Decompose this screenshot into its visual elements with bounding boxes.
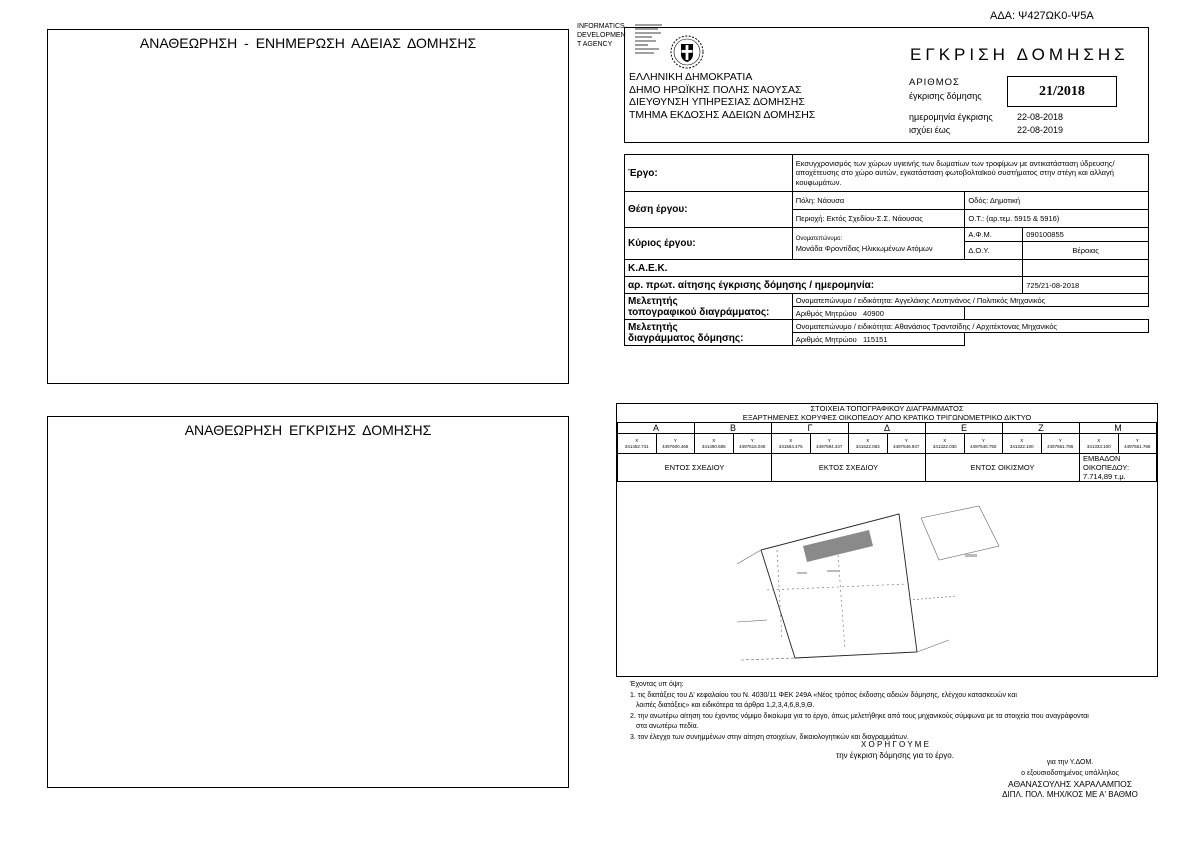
inside-settlement-cell: ΕΝΤΟΣ ΟΙΚΙΣΜΟΥ (926, 454, 1080, 482)
valid-until-date: 22-08-2019 (1017, 125, 1064, 135)
vertex-header: Α (618, 423, 695, 434)
coord-label: Χ (1020, 437, 1024, 443)
signer-name: ΑΘΑΝΑΣΟΥΛΗΣ ΧΑΡΑΛΑΜΠΟΣ (1008, 779, 1132, 789)
topo-engineer-label-line: Μελετητής (628, 295, 678, 307)
area-cell (1080, 454, 1157, 482)
coord-value: 341452.741 (624, 443, 649, 449)
registry-number: 40900 (863, 308, 884, 318)
topo-engineer-name: Ονοματεπώνυμο / ειδικότητα: Αγγελάκης Λευτηνάνος / Πολιτικός Μηχανικός (792, 294, 1148, 307)
location-label: Θέση έργου: (625, 192, 793, 228)
revision-update-title: ΑΝΑΘΕΩΡΗΣΗ - ΕΝΗΜΕΡΩΣΗ ΑΔΕΙΑΣ ΔΟΜΗΣΗΣ (139, 35, 477, 51)
table-row (625, 294, 1149, 307)
coordinate-cell (733, 434, 772, 454)
table-row (618, 423, 1157, 434)
vertex-header: Μ (1080, 423, 1157, 434)
afm-value: 090100855 (1023, 228, 1149, 242)
table-row (625, 277, 1149, 294)
empty-cell (965, 333, 1149, 346)
kaek-label: Κ.Α.Ε.Κ. (625, 260, 1023, 277)
coord-value: 341564.475 (778, 443, 803, 449)
table-row (625, 320, 1149, 333)
building-engineer-label-line: Μελετητής (628, 321, 678, 333)
revision-approval-panel (47, 416, 569, 788)
empty-cell (965, 307, 1149, 320)
owner-label: Κύριος έργου: (625, 228, 793, 260)
agency-stamp-line: DEVELOPMEN (577, 32, 626, 39)
application-value: 725/21-08-2018 (1023, 277, 1149, 294)
header-box (624, 27, 1149, 143)
street-field: Οδός: Δημοτική (965, 192, 1149, 210)
coord-value: 341490.665 (701, 443, 726, 449)
coord-label: Υ (904, 437, 908, 443)
authority-line: ΔΗΜΟ ΗΡΩΪΚΗΣ ΠΟΛΗΣ ΝΑΟΥΣΑΣ (629, 83, 802, 96)
coordinate-cell (1080, 434, 1119, 454)
note-line: 3. τον έλεγχο των συνημμένων στην αίτηση στοιχείων, δικαιολογητικών και διαγραμμάτων. (630, 733, 909, 741)
coordinate-cell (772, 434, 811, 454)
coordinate-cell (1003, 434, 1042, 454)
coord-label: Χ (789, 437, 793, 443)
authority-line: ΤΜΗΜΑ ΕΚΔΟΣΗΣ ΑΔΕΙΩΝ ΔΟΜΗΣΗΣ (629, 108, 816, 121)
coord-value: 341322.030 (932, 443, 957, 449)
table-row (618, 454, 1157, 482)
coord-label: Υ (827, 437, 831, 443)
vertex-header: Ε (926, 423, 1003, 434)
approval-date: 22-08-2018 (1017, 112, 1064, 122)
coordinate-cell (810, 434, 849, 454)
topo-engineer-label (625, 294, 793, 320)
coord-label: Υ (750, 437, 754, 443)
building-engineer-registry (792, 333, 965, 346)
building-engineer-label-line: διαγράμματος δόμησης: (628, 332, 744, 344)
topo-engineer-label-line: τοπογραφικού διαγράμματος: (628, 306, 770, 318)
table-row (625, 192, 1149, 210)
coordinate-cell (926, 434, 965, 454)
coord-label: Χ (1097, 437, 1101, 443)
block-field: Ο.Τ.: (αρ.τεμ. 5915 & 5916) (965, 210, 1149, 228)
coord-value: 4497561.785 (1047, 443, 1074, 449)
project-details-table (624, 154, 1149, 346)
table-row (625, 228, 1149, 242)
greek-coat-of-arms-icon (669, 34, 705, 70)
tax-office-label: Δ.Ο.Υ. (965, 242, 1023, 260)
number-label: ΑΡΙΘΜΟΣ (909, 77, 960, 88)
coordinate-cell (964, 434, 1003, 454)
coord-value: 341322.100 (1009, 443, 1034, 449)
coordinate-cell (1041, 434, 1080, 454)
approval-number: 21/2018 (1007, 76, 1117, 107)
coord-label: Χ (635, 437, 639, 443)
registry-label: Αριθμός Μητρώου (795, 308, 857, 318)
coord-value: 4497594.347 (816, 443, 843, 449)
authority-block (629, 71, 815, 121)
building-engineer-name: Ονοματεπώνυμο / ειδικότητα: Αθανάσιος Τραντσίδης / Αρχιτέκτονας Μηχανικός (792, 320, 1148, 333)
coord-label: Χ (712, 437, 716, 443)
table-row (625, 260, 1149, 277)
coord-value: 4497546.947 (893, 443, 920, 449)
coord-label: Χ (866, 437, 870, 443)
afm-label: Α.Φ.Μ. (965, 228, 1023, 242)
project-description: Εκσυγχρονισμός των χώρων υγιεινής των δωματίων των τροφίμων με αντικατάσταση ύδρευσης/αποχέτευσης στο χώρο αυτών, εγκατάσταση φωτοβολταϊκού συστήματος στην στέγη και αλλαγή κουφωμάτων. (792, 155, 1148, 192)
signer-title: ΔΙΠΛ. ΠΟΛ. ΜΗΧ/ΚΟΣ ΜΕ Α' ΒΑΘΜΟ (1002, 789, 1138, 799)
building-engineer-label (625, 320, 793, 346)
vertex-header: Γ (772, 423, 849, 434)
coord-value: 4497561.786 (1124, 443, 1151, 449)
number-sublabel: έγκρισης δόμησης (909, 91, 982, 101)
area-value: 7.714,89 τ.μ. (1083, 472, 1126, 481)
vertex-header: Δ (849, 423, 926, 434)
authority-line: ΕΛΛΗΝΙΚΗ ΔΗΜΟΚΡΑΤΙΑ (629, 71, 753, 83)
notes-block (630, 680, 1170, 743)
coordinate-cell (1118, 434, 1157, 454)
owner-name: Μονάδα Φροντίδας Ηλικιωμένων Ατόμων (795, 243, 933, 253)
coordinate-cell (618, 434, 657, 454)
note-line: 1. τις διατάξεις του Δ' κεφαλαίου του Ν. 4030/11 ΦΕΚ 249Α «Νέος τρόπος έκδοσης αδειών δόμησης, ελέγχου κατασκευών και (630, 691, 1017, 699)
note-line: στα ανωτέρω πεδία. (636, 723, 699, 730)
project-label: Έργο: (625, 155, 793, 192)
tax-office-value: Βέροιας (1023, 242, 1149, 260)
registry-number: 115151 (863, 334, 888, 344)
authority-line: ΔΙΕΥΘΥΝΣΗ ΥΠΗΡΕΣΙΑΣ ΔΟΜΗΣΗΣ (629, 96, 805, 108)
coord-value: 341333.100 (1086, 443, 1111, 449)
coord-label: Υ (1058, 437, 1062, 443)
agency-stamp-line: INFORMATICS (577, 23, 625, 30)
topo-title-line: ΣΤΟΙΧΕΙΑ ΤΟΠΟΓΡΑΦΙΚΟΥ ΔΙΑΓΡΑΜΜΑΤΟΣ (810, 404, 964, 413)
coord-label: Υ (1135, 437, 1139, 443)
coordinate-cell (849, 434, 888, 454)
revision-approval-title: ΑΝΑΘΕΩΡΗΣΗ ΕΓΚΡΙΣΗΣ ΔΟΜΗΣΗΣ (184, 422, 432, 438)
agency-stamp-line: T AGENCY (577, 41, 613, 48)
signature-line: για την Υ.ΔΟΜ. (1046, 759, 1094, 766)
registry-label: Αριθμός Μητρώου (795, 334, 857, 344)
area-label: ΕΜΒΑΔΟΝ ΟΙΚΟΠΕΔΟΥ: (1083, 454, 1130, 472)
kaek-value (1023, 260, 1149, 277)
outside-plan-cell: ΕΚΤΟΣ ΣΧΕΔΙΟΥ (772, 454, 926, 482)
application-label: αρ. πρωτ. αίτησης έγκρισης δόμησης / ημερομηνία: (625, 277, 1023, 294)
table-row (625, 155, 1149, 192)
coordinate-cell (656, 434, 695, 454)
vertices-table (617, 422, 1157, 482)
plot-drawing (737, 500, 1027, 670)
topo-engineer-registry (792, 307, 965, 320)
table-row (618, 434, 1157, 454)
signature-line: ο εξουσιοδοτημένος υπάλληλος (1021, 769, 1119, 777)
inside-plan-cell: ΕΝΤΟΣ ΣΧΕΔΙΟΥ (618, 454, 772, 482)
vertex-header: Β (695, 423, 772, 434)
agency-stamp (577, 22, 626, 49)
coord-value: 4497600.466 (662, 443, 689, 449)
signature-block (975, 758, 1165, 800)
grant-heading: Χ Ο Ρ Η Γ Ο Υ Μ Ε (861, 740, 929, 749)
note-line: 2. την ανωτέρω αίτηση του έχοντος νόμιμο δικαίωμα για το έργο, όπως μελετήθηκε από τους μηχανικούς σύμφωνα με τα στοιχεία που αναγράφονται (630, 712, 1089, 720)
revision-update-panel (47, 29, 569, 384)
vertex-header: Ζ (1003, 423, 1080, 434)
approval-date-label: ημερομηνία έγκρισης (909, 112, 993, 122)
note-line: λοιπές διατάξεις» και ειδικότερα τα άρθρα 1,2,3,4,6,8,9,Θ. (636, 702, 815, 709)
topo-title (617, 405, 1157, 422)
area-field: Περιοχή: Εκτός Σχεδίου-Σ.Σ. Νάουσας (792, 210, 965, 228)
valid-until-label: ισχύει έως (909, 125, 951, 135)
owner-name-label: Ονοματεπώνυμο: (795, 235, 843, 242)
notes-heading: Έχοντας υπ όψη: (630, 681, 684, 688)
document-title: ΕΓΚΡΙΣΗ ΔΟΜΗΣΗΣ (910, 45, 1129, 64)
coord-label: Υ (673, 437, 677, 443)
coordinate-cell (695, 434, 734, 454)
topographic-block (616, 403, 1158, 677)
coord-value: 4497540.750 (970, 443, 997, 449)
owner-field (792, 228, 965, 260)
ada-reference: ΑΔΑ: Ψ427ΩΚ0-Ψ5Α (990, 10, 1094, 22)
topo-title-line: ΕΞΑΡΤΗΜΕΝΕΣ ΚΟΡΥΦΕΣ ΟΙΚΟΠΕΔΟΥ ΑΠΟ ΚΡΑΤΙΚΟ ΤΡΙΓΩΝΟΜΕΤΡΙΚΟ ΔΙΚΤΥΟ (742, 412, 1032, 422)
coord-label: Υ (981, 437, 985, 443)
coord-value: 4497615.045 (739, 443, 766, 449)
coord-value: 341522.083 (855, 443, 880, 449)
grant-text: την έγκριση δόμησης για το έργο. (836, 751, 954, 760)
coord-label: Χ (943, 437, 947, 443)
coordinate-cell (887, 434, 926, 454)
city-field: Πόλη: Νάουσα (792, 192, 965, 210)
